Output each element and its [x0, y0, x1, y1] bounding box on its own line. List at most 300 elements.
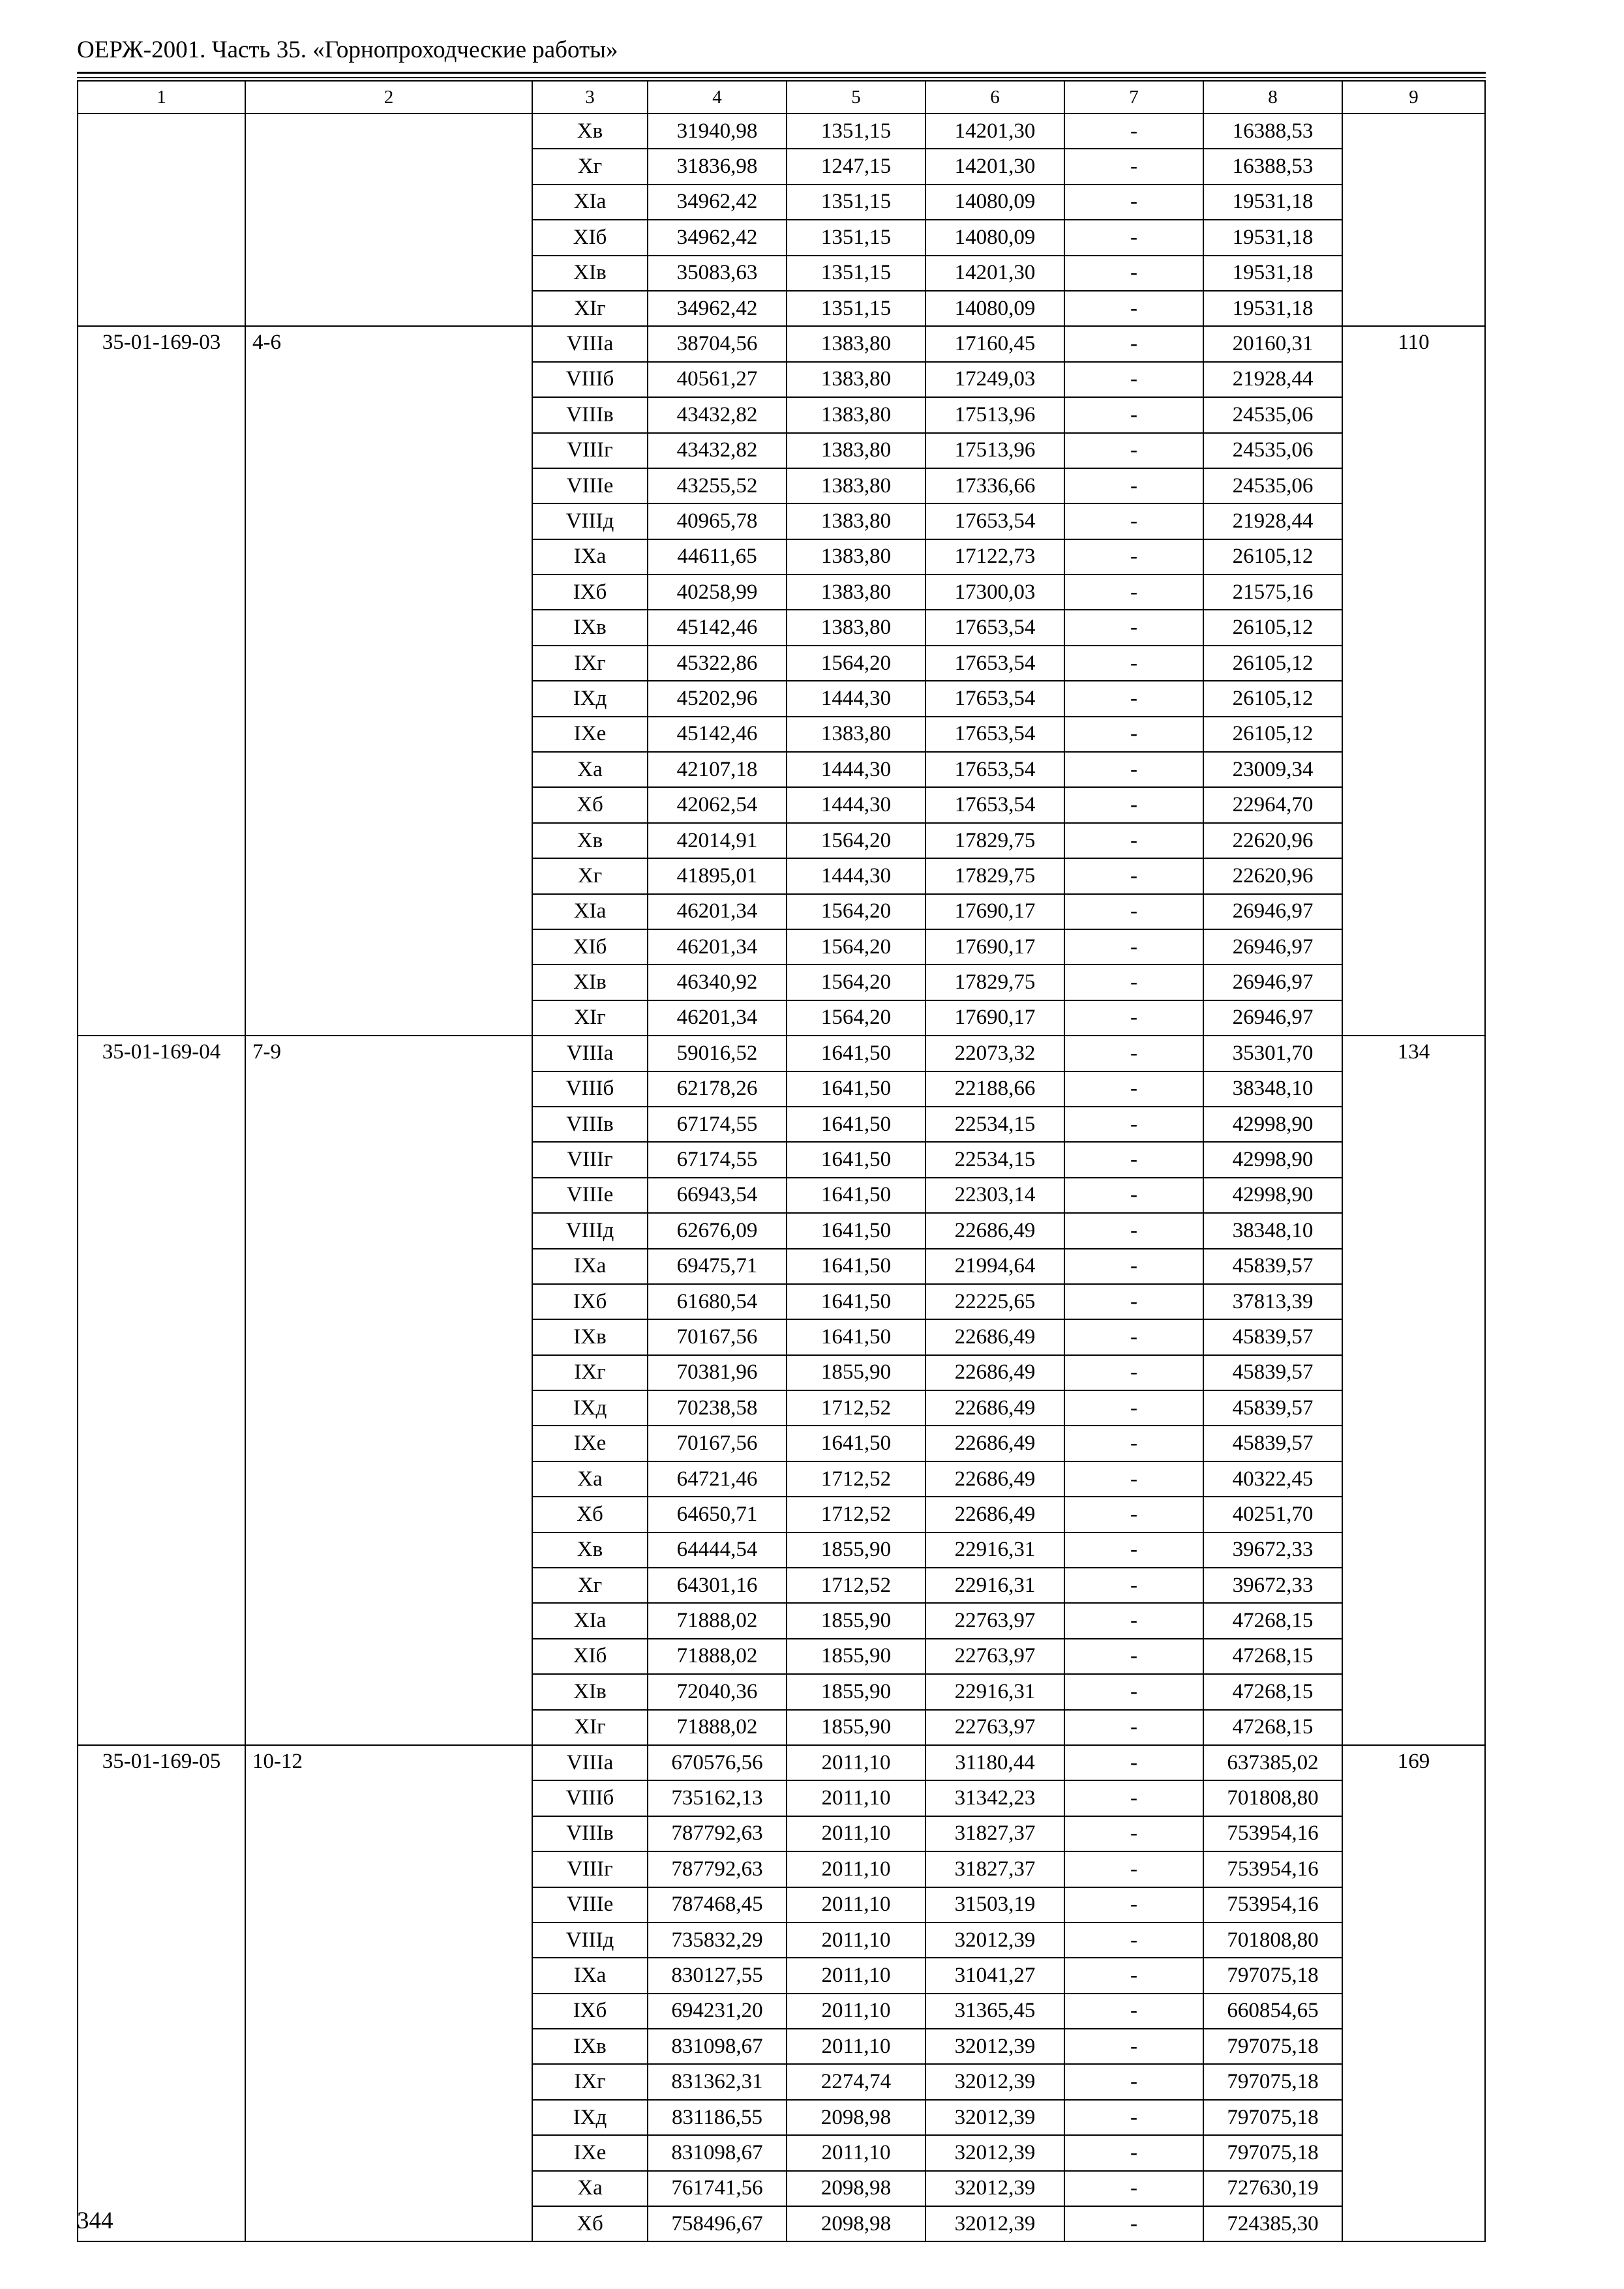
cost-total-cell: 787792,63 — [648, 1816, 787, 1851]
materials-cell: 45839,57 — [1203, 1426, 1342, 1461]
machines-cell: 17653,54 — [925, 646, 1064, 681]
wages-cell: 1351,15 — [787, 291, 925, 326]
column-number: 5 — [787, 81, 925, 113]
wages-cell: 1855,90 — [787, 1674, 925, 1709]
machines-cell: 31827,37 — [925, 1851, 1064, 1887]
machines-cell: 22534,15 — [925, 1142, 1064, 1177]
cost-total-cell: 45142,46 — [648, 610, 787, 645]
wages-cell: 1383,80 — [787, 326, 925, 361]
materials-cell: 19531,18 — [1203, 185, 1342, 220]
category-cell: VIIIг — [532, 1142, 648, 1177]
wages-cell: 2274,74 — [787, 2064, 925, 2099]
materials-cell: 22964,70 — [1203, 787, 1342, 822]
category-cell: IХб — [532, 1284, 648, 1319]
materials-cell: 42998,90 — [1203, 1142, 1342, 1177]
machinist-wages-cell: - — [1064, 1851, 1203, 1887]
cost-total-cell: 831186,55 — [648, 2100, 787, 2135]
machinist-wages-cell: - — [1064, 894, 1203, 929]
machines-cell: 22916,31 — [925, 1674, 1064, 1709]
machinist-wages-cell: - — [1064, 575, 1203, 610]
category-cell: IХб — [532, 1994, 648, 2029]
materials-cell: 660854,65 — [1203, 1994, 1342, 2029]
wages-cell: 2098,98 — [787, 2171, 925, 2206]
category-cell: VIIIб — [532, 362, 648, 397]
machinist-wages-cell: - — [1064, 362, 1203, 397]
materials-cell: 35301,70 — [1203, 1036, 1342, 1071]
materials-cell: 22620,96 — [1203, 823, 1342, 858]
machines-cell: 22686,49 — [925, 1213, 1064, 1248]
machines-cell: 17653,54 — [925, 610, 1064, 645]
materials-cell: 23009,34 — [1203, 752, 1342, 787]
cost-total-cell: 831362,31 — [648, 2064, 787, 2099]
materials-cell: 19531,18 — [1203, 291, 1342, 326]
machinist-wages-cell: - — [1064, 1639, 1203, 1674]
cost-total-cell: 694231,20 — [648, 1994, 787, 2029]
cost-total-cell: 38704,56 — [648, 326, 787, 361]
rate-range-cell: 4-6 — [245, 326, 532, 1036]
machines-cell: 17122,73 — [925, 539, 1064, 575]
cost-total-cell: 61680,54 — [648, 1284, 787, 1319]
category-cell: VIIIв — [532, 1107, 648, 1142]
wages-cell: 1383,80 — [787, 539, 925, 575]
machines-cell: 22686,49 — [925, 1426, 1064, 1461]
machines-cell: 22686,49 — [925, 1461, 1064, 1497]
cost-total-cell: 831098,67 — [648, 2135, 787, 2170]
wages-cell: 1712,52 — [787, 1461, 925, 1497]
category-cell: Хг — [532, 1568, 648, 1603]
cost-total-cell: 71888,02 — [648, 1639, 787, 1674]
machines-cell: 17513,96 — [925, 433, 1064, 468]
machinist-wages-cell: - — [1064, 1497, 1203, 1532]
cost-total-cell: 62676,09 — [648, 1213, 787, 1248]
materials-cell: 701808,80 — [1203, 1780, 1342, 1816]
cost-total-cell: 46201,34 — [648, 929, 787, 965]
wages-cell: 2011,10 — [787, 2029, 925, 2064]
category-cell: ХIб — [532, 929, 648, 965]
materials-cell: 16388,53 — [1203, 149, 1342, 184]
category-cell: VIIIв — [532, 1816, 648, 1851]
cost-total-cell: 72040,36 — [648, 1674, 787, 1709]
wages-cell: 1641,50 — [787, 1284, 925, 1319]
machines-cell: 31180,44 — [925, 1745, 1064, 1780]
cost-total-cell: 670576,56 — [648, 1745, 787, 1780]
category-cell: Хг — [532, 858, 648, 893]
wages-cell: 1641,50 — [787, 1071, 925, 1107]
wages-cell: 1351,15 — [787, 185, 925, 220]
wages-cell: 2098,98 — [787, 2100, 925, 2135]
page-header-title: ОЕРЖ-2001. Часть 35. «Горнопроходческие работы» — [77, 37, 618, 63]
machines-cell: 22686,49 — [925, 1355, 1064, 1390]
materials-cell: 797075,18 — [1203, 2135, 1342, 2170]
machinist-wages-cell: - — [1064, 1390, 1203, 1426]
category-cell: VIIIа — [532, 1745, 648, 1780]
header-rule-thin — [77, 77, 1486, 78]
cost-total-cell: 67174,55 — [648, 1107, 787, 1142]
cost-total-cell: 43432,82 — [648, 433, 787, 468]
rate-range-cell — [245, 113, 532, 326]
wages-cell: 1383,80 — [787, 610, 925, 645]
machinist-wages-cell: - — [1064, 1036, 1203, 1071]
machines-cell: 32012,39 — [925, 2135, 1064, 2170]
category-cell: ХIа — [532, 894, 648, 929]
materials-cell: 21575,16 — [1203, 575, 1342, 610]
machines-cell: 17829,75 — [925, 823, 1064, 858]
materials-cell: 26946,97 — [1203, 894, 1342, 929]
machines-cell: 17513,96 — [925, 397, 1064, 432]
wages-cell: 1712,52 — [787, 1497, 925, 1532]
machinist-wages-cell: - — [1064, 1461, 1203, 1497]
cost-total-cell: 735162,13 — [648, 1780, 787, 1816]
column-number: 3 — [532, 81, 648, 113]
category-cell: IХе — [532, 1426, 648, 1461]
machines-cell: 14201,30 — [925, 113, 1064, 149]
column-number-row — [78, 81, 1485, 113]
wages-cell: 1855,90 — [787, 1603, 925, 1638]
machinist-wages-cell: - — [1064, 2100, 1203, 2135]
machinist-wages-cell: - — [1064, 2206, 1203, 2241]
machinist-wages-cell: - — [1064, 1603, 1203, 1638]
machinist-wages-cell: - — [1064, 2135, 1203, 2170]
wages-cell: 1247,15 — [787, 149, 925, 184]
rates-table-body — [78, 81, 1485, 2241]
machinist-wages-cell: - — [1064, 397, 1203, 432]
materials-cell: 24535,06 — [1203, 397, 1342, 432]
machinist-wages-cell: - — [1064, 1710, 1203, 1745]
materials-cell: 724385,30 — [1203, 2206, 1342, 2241]
machines-cell: 17829,75 — [925, 858, 1064, 893]
wages-cell: 1444,30 — [787, 681, 925, 716]
cost-total-cell: 64444,54 — [648, 1533, 787, 1568]
wages-cell: 1383,80 — [787, 397, 925, 432]
machines-cell: 14201,30 — [925, 256, 1064, 291]
machines-cell: 32012,39 — [925, 2206, 1064, 2241]
column-number: 4 — [648, 81, 787, 113]
category-cell: IХд — [532, 1390, 648, 1426]
machines-cell: 17829,75 — [925, 965, 1064, 1000]
header-rule-thick — [77, 72, 1486, 74]
machines-cell: 32012,39 — [925, 1922, 1064, 1958]
cost-total-cell: 46340,92 — [648, 965, 787, 1000]
wages-cell: 1383,80 — [787, 575, 925, 610]
machinist-wages-cell: - — [1064, 539, 1203, 575]
machines-cell: 31342,23 — [925, 1780, 1064, 1816]
cost-total-cell: 40561,27 — [648, 362, 787, 397]
machines-cell: 21994,64 — [925, 1249, 1064, 1284]
machines-cell: 22686,49 — [925, 1319, 1064, 1354]
machinist-wages-cell: - — [1064, 1178, 1203, 1213]
category-cell: VIIIб — [532, 1071, 648, 1107]
machinist-wages-cell: - — [1064, 965, 1203, 1000]
materials-cell: 26946,97 — [1203, 1000, 1342, 1036]
cost-total-cell: 44611,65 — [648, 539, 787, 575]
page-number: 344 — [77, 2207, 113, 2234]
wages-cell: 1564,20 — [787, 823, 925, 858]
category-cell: ХIб — [532, 1639, 648, 1674]
materials-cell: 24535,06 — [1203, 433, 1342, 468]
category-cell: VIIIг — [532, 433, 648, 468]
wages-cell: 1641,50 — [787, 1249, 925, 1284]
machines-cell: 22303,14 — [925, 1178, 1064, 1213]
machines-cell: 22763,97 — [925, 1603, 1064, 1638]
cost-total-cell: 70167,56 — [648, 1319, 787, 1354]
cost-total-cell: 40965,78 — [648, 503, 787, 539]
machinist-wages-cell: - — [1064, 1319, 1203, 1354]
materials-cell: 797075,18 — [1203, 1958, 1342, 1993]
materials-cell: 753954,16 — [1203, 1887, 1342, 1922]
machines-cell: 17690,17 — [925, 1000, 1064, 1036]
wages-cell: 1712,52 — [787, 1390, 925, 1426]
wages-cell: 1351,15 — [787, 113, 925, 149]
category-cell: ХIа — [532, 1603, 648, 1638]
cost-total-cell: 758496,67 — [648, 2206, 787, 2241]
column-number: 9 — [1342, 81, 1485, 113]
machinist-wages-cell: - — [1064, 752, 1203, 787]
cost-total-cell: 40258,99 — [648, 575, 787, 610]
category-cell: VIIIа — [532, 1036, 648, 1071]
machines-cell: 22686,49 — [925, 1390, 1064, 1426]
wages-cell: 1564,20 — [787, 965, 925, 1000]
machines-cell: 32012,39 — [925, 2171, 1064, 2206]
wages-cell: 1855,90 — [787, 1533, 925, 1568]
table-row — [78, 1036, 1485, 1071]
category-cell: IХг — [532, 1355, 648, 1390]
category-cell: VIIIб — [532, 1780, 648, 1816]
category-cell: ХIв — [532, 965, 648, 1000]
materials-cell: 26105,12 — [1203, 610, 1342, 645]
category-cell: VIIIе — [532, 468, 648, 503]
machines-cell: 17653,54 — [925, 681, 1064, 716]
cost-total-cell: 70167,56 — [648, 1426, 787, 1461]
machinist-wages-cell: - — [1064, 113, 1203, 149]
category-cell: ХIб — [532, 220, 648, 255]
category-cell: IХд — [532, 681, 648, 716]
materials-cell: 797075,18 — [1203, 2100, 1342, 2135]
category-cell: IХв — [532, 1319, 648, 1354]
machinist-wages-cell: - — [1064, 149, 1203, 184]
materials-cell: 797075,18 — [1203, 2029, 1342, 2064]
wages-cell: 1564,20 — [787, 646, 925, 681]
machinist-wages-cell: - — [1064, 1107, 1203, 1142]
category-cell: VIIIа — [532, 326, 648, 361]
category-cell: Хб — [532, 1497, 648, 1532]
wages-cell: 2011,10 — [787, 1994, 925, 2029]
materials-cell: 19531,18 — [1203, 256, 1342, 291]
machinist-wages-cell: - — [1064, 823, 1203, 858]
wages-cell: 1855,90 — [787, 1355, 925, 1390]
materials-cell: 26105,12 — [1203, 539, 1342, 575]
wages-cell: 2011,10 — [787, 1745, 925, 1780]
machines-cell: 14080,09 — [925, 220, 1064, 255]
wages-cell: 1383,80 — [787, 468, 925, 503]
machines-cell: 31503,19 — [925, 1887, 1064, 1922]
materials-cell: 47268,15 — [1203, 1639, 1342, 1674]
cost-total-cell: 761741,56 — [648, 2171, 787, 2206]
category-cell: IХа — [532, 539, 648, 575]
machines-cell: 22188,66 — [925, 1071, 1064, 1107]
category-cell: ХIг — [532, 1000, 648, 1036]
category-cell: Ха — [532, 1461, 648, 1497]
machines-cell: 17653,54 — [925, 787, 1064, 822]
cost-total-cell: 46201,34 — [648, 1000, 787, 1036]
cost-total-cell: 43432,82 — [648, 397, 787, 432]
machines-cell: 17300,03 — [925, 575, 1064, 610]
machines-cell: 32012,39 — [925, 2100, 1064, 2135]
machinist-wages-cell: - — [1064, 717, 1203, 752]
wages-cell: 1444,30 — [787, 787, 925, 822]
materials-cell: 26105,12 — [1203, 646, 1342, 681]
category-cell: ХIв — [532, 1674, 648, 1709]
wages-cell: 1641,50 — [787, 1319, 925, 1354]
wages-cell: 1351,15 — [787, 256, 925, 291]
category-cell: VIIIе — [532, 1887, 648, 1922]
column-number: 6 — [925, 81, 1064, 113]
total-cell: 110 — [1342, 326, 1485, 1036]
cost-total-cell: 71888,02 — [648, 1710, 787, 1745]
rate-code-cell: 35-01-169-03 — [78, 326, 245, 1036]
materials-cell: 797075,18 — [1203, 2064, 1342, 2099]
materials-cell: 38348,10 — [1203, 1071, 1342, 1107]
machines-cell: 32012,39 — [925, 2064, 1064, 2099]
machinist-wages-cell: - — [1064, 646, 1203, 681]
machinist-wages-cell: - — [1064, 1426, 1203, 1461]
category-cell: VIIIг — [532, 1851, 648, 1887]
cost-total-cell: 59016,52 — [648, 1036, 787, 1071]
wages-cell: 1564,20 — [787, 894, 925, 929]
rate-range-cell: 10-12 — [245, 1745, 532, 2241]
wages-cell: 1383,80 — [787, 362, 925, 397]
materials-cell: 47268,15 — [1203, 1603, 1342, 1638]
category-cell: ХIг — [532, 1710, 648, 1745]
cost-total-cell: 64650,71 — [648, 1497, 787, 1532]
total-cell: 134 — [1342, 1036, 1485, 1745]
materials-cell: 47268,15 — [1203, 1710, 1342, 1745]
cost-total-cell: 830127,55 — [648, 1958, 787, 1993]
machinist-wages-cell: - — [1064, 1745, 1203, 1780]
machinist-wages-cell: - — [1064, 220, 1203, 255]
cost-total-cell: 70381,96 — [648, 1355, 787, 1390]
table-row — [78, 113, 1485, 149]
machinist-wages-cell: - — [1064, 1355, 1203, 1390]
wages-cell: 2011,10 — [787, 1887, 925, 1922]
materials-cell: 637385,02 — [1203, 1745, 1342, 1780]
column-number: 1 — [78, 81, 245, 113]
category-cell: IХг — [532, 646, 648, 681]
cost-total-cell: 64301,16 — [648, 1568, 787, 1603]
machines-cell: 22686,49 — [925, 1497, 1064, 1532]
machines-cell: 17653,54 — [925, 717, 1064, 752]
machines-cell: 22763,97 — [925, 1639, 1064, 1674]
machines-cell: 17653,54 — [925, 503, 1064, 539]
cost-total-cell: 70238,58 — [648, 1390, 787, 1426]
category-cell: IХг — [532, 2064, 648, 2099]
cost-total-cell: 34962,42 — [648, 185, 787, 220]
machines-cell: 31827,37 — [925, 1816, 1064, 1851]
category-cell: Хв — [532, 1533, 648, 1568]
category-cell: IХе — [532, 2135, 648, 2170]
machinist-wages-cell: - — [1064, 1071, 1203, 1107]
wages-cell: 2011,10 — [787, 1958, 925, 1993]
materials-cell: 21928,44 — [1203, 503, 1342, 539]
rates-table — [77, 80, 1486, 2242]
machines-cell: 17690,17 — [925, 894, 1064, 929]
machinist-wages-cell: - — [1064, 468, 1203, 503]
materials-cell: 21928,44 — [1203, 362, 1342, 397]
category-cell: IХа — [532, 1958, 648, 1993]
cost-total-cell: 31836,98 — [648, 149, 787, 184]
wages-cell: 1712,52 — [787, 1568, 925, 1603]
cost-total-cell: 45322,86 — [648, 646, 787, 681]
wages-cell: 1564,20 — [787, 1000, 925, 1036]
machinist-wages-cell: - — [1064, 929, 1203, 965]
category-cell: ХIв — [532, 256, 648, 291]
cost-total-cell: 66943,54 — [648, 1178, 787, 1213]
machinist-wages-cell: - — [1064, 1533, 1203, 1568]
machinist-wages-cell: - — [1064, 858, 1203, 893]
machinist-wages-cell: - — [1064, 1816, 1203, 1851]
machines-cell: 17690,17 — [925, 929, 1064, 965]
category-cell: Хв — [532, 113, 648, 149]
wages-cell: 2011,10 — [787, 1851, 925, 1887]
machinist-wages-cell: - — [1064, 185, 1203, 220]
cost-total-cell: 69475,71 — [648, 1249, 787, 1284]
category-cell: VIIIд — [532, 1922, 648, 1958]
cost-total-cell: 42107,18 — [648, 752, 787, 787]
materials-cell: 40322,45 — [1203, 1461, 1342, 1497]
materials-cell: 19531,18 — [1203, 220, 1342, 255]
wages-cell: 1444,30 — [787, 752, 925, 787]
materials-cell: 727630,19 — [1203, 2171, 1342, 2206]
materials-cell: 16388,53 — [1203, 113, 1342, 149]
rate-range-cell: 7-9 — [245, 1036, 532, 1745]
table-row — [78, 326, 1485, 361]
category-cell: VIIIд — [532, 503, 648, 539]
wages-cell: 1641,50 — [787, 1178, 925, 1213]
machines-cell: 31041,27 — [925, 1958, 1064, 1993]
machinist-wages-cell: - — [1064, 503, 1203, 539]
machines-cell: 17160,45 — [925, 326, 1064, 361]
column-number: 2 — [245, 81, 532, 113]
machines-cell: 22225,65 — [925, 1284, 1064, 1319]
rate-code-cell: 35-01-169-05 — [78, 1745, 245, 2241]
cost-total-cell: 787468,45 — [648, 1887, 787, 1922]
wages-cell: 1383,80 — [787, 717, 925, 752]
materials-cell: 24535,06 — [1203, 468, 1342, 503]
cost-total-cell: 45142,46 — [648, 717, 787, 752]
materials-cell: 701808,80 — [1203, 1922, 1342, 1958]
machinist-wages-cell: - — [1064, 1994, 1203, 2029]
machinist-wages-cell: - — [1064, 1674, 1203, 1709]
cost-total-cell: 831098,67 — [648, 2029, 787, 2064]
wages-cell: 1641,50 — [787, 1426, 925, 1461]
materials-cell: 38348,10 — [1203, 1213, 1342, 1248]
machinist-wages-cell: - — [1064, 1922, 1203, 1958]
machines-cell: 22916,31 — [925, 1568, 1064, 1603]
machines-cell: 22763,97 — [925, 1710, 1064, 1745]
machinist-wages-cell: - — [1064, 256, 1203, 291]
cost-total-cell: 64721,46 — [648, 1461, 787, 1497]
materials-cell: 26946,97 — [1203, 965, 1342, 1000]
materials-cell: 39672,33 — [1203, 1568, 1342, 1603]
rate-code-cell: 35-01-169-04 — [78, 1036, 245, 1745]
cost-total-cell: 41895,01 — [648, 858, 787, 893]
cost-total-cell: 67174,55 — [648, 1142, 787, 1177]
wages-cell: 1641,50 — [787, 1213, 925, 1248]
machinist-wages-cell: - — [1064, 1887, 1203, 1922]
category-cell: VIIIд — [532, 1213, 648, 1248]
materials-cell: 753954,16 — [1203, 1851, 1342, 1887]
cost-total-cell: 34962,42 — [648, 220, 787, 255]
category-cell: IХе — [532, 717, 648, 752]
